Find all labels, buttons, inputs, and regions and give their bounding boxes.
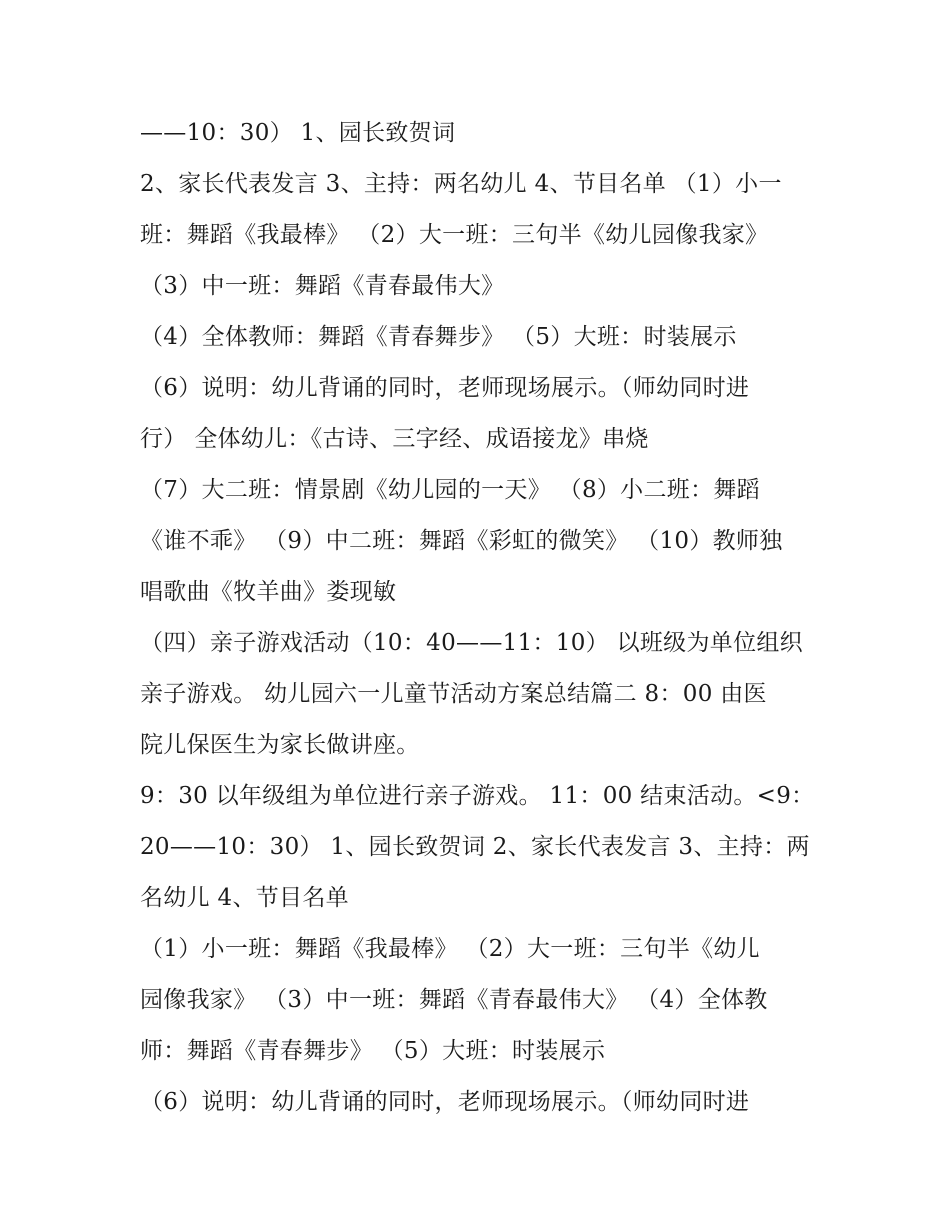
text-line: 《谁不乖》 （9）中二班：舞蹈《彩虹的微笑》 （10）教师独: [140, 528, 783, 554]
text-line: （1）小一班：舞蹈《我最棒》 （2）大一班：三句半《幼儿: [140, 936, 760, 962]
text-line: （4）全体教师：舞蹈《青春舞步》 （5）大班：时装展示: [140, 324, 737, 350]
text-line: 9：30 以年级组为单位进行亲子游戏。 11：00 结束活动。<9：: [140, 783, 815, 809]
text-line: 名幼儿 4、节目名单: [140, 885, 349, 911]
text-line: 唱歌曲《牧羊曲》娄现敏: [140, 579, 397, 605]
text-line: 班：舞蹈《我最棒》 （2）大一班：三句半《幼儿园像我家》: [140, 222, 769, 248]
text-line: （7）大二班：情景剧《幼儿园的一天》 （8）小二班：舞蹈: [140, 477, 760, 503]
text-line: 园像我家》 （3）中一班：舞蹈《青春最伟大》 （4）全体教: [140, 987, 768, 1013]
text-line: 行） 全体幼儿：《古诗、三字经、成语接龙》串烧: [140, 426, 649, 452]
text-line: （3）中一班：舞蹈《青春最伟大》: [140, 273, 505, 299]
text-line: 师：舞蹈《青春舞步》 （5）大班：时装展示: [140, 1038, 606, 1064]
text-line: 20——10：30） 1、园长致贺词 2、家长代表发言 3、主持：两: [140, 834, 810, 860]
text-line: 亲子游戏。 幼儿园六一儿童节活动方案总结篇二 8：00 由医: [140, 681, 767, 707]
text-line: （6）说明：幼儿背诵的同时，老师现场展示。（师幼同时进: [140, 375, 750, 401]
text-line: ——10：30） 1、园长致贺词: [140, 120, 456, 146]
text-line: 院儿保医生为家长做讲座。: [140, 732, 420, 758]
text-line: （6）说明：幼儿背诵的同时，老师现场展示。（师幼同时进: [140, 1089, 750, 1115]
body-text: [140, 108, 830, 1128]
text-line: （四）亲子游戏活动（10：40——11：10） 以班级为单位组织: [140, 630, 803, 656]
text-line: 2、家长代表发言 3、主持：两名幼儿 4、节目名单 （1）小一: [140, 171, 782, 197]
